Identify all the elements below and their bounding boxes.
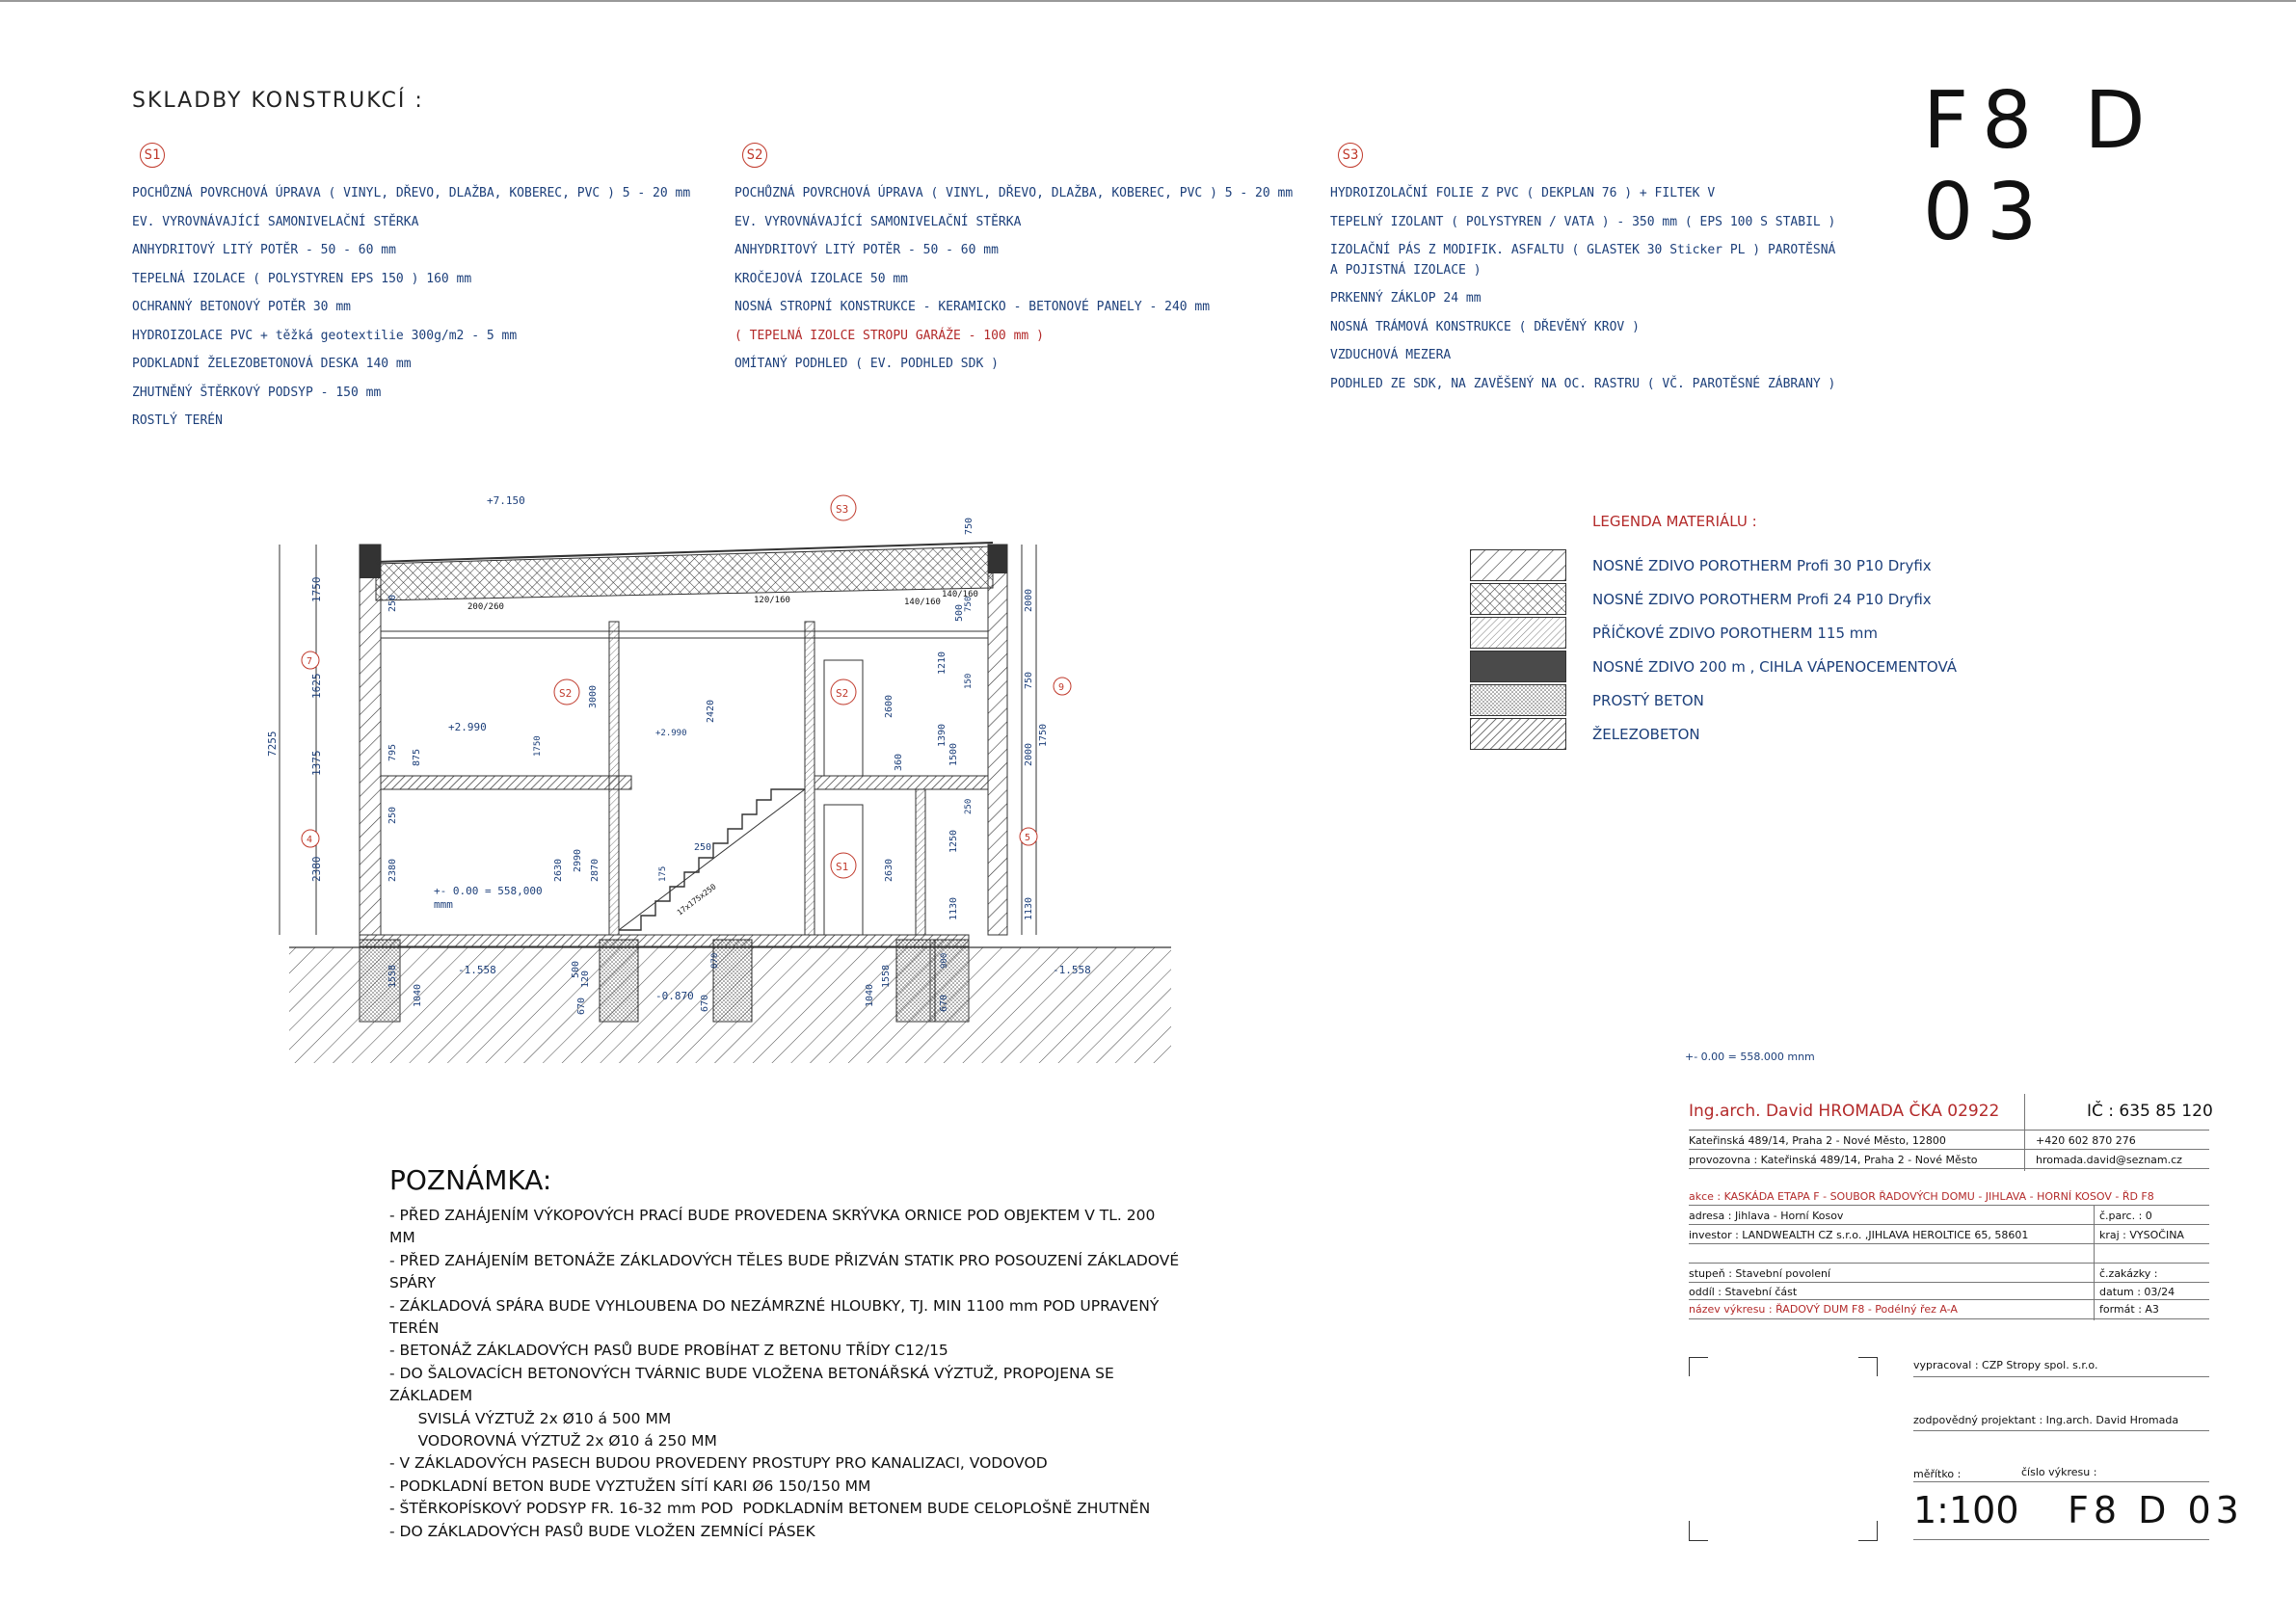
region: kraj : VYSOČINA (2099, 1229, 2184, 1241)
s3-badge: S3 (1338, 143, 1363, 168)
axis-marker: 4 (307, 835, 313, 845)
dimension: 1390 (937, 723, 948, 747)
note-line: SVISLÁ VÝZTUŽ 2x Ø10 á 500 MM (389, 1409, 672, 1427)
dimension: 250 (387, 594, 398, 612)
dimension: 670 (939, 994, 949, 1012)
upper-ceiling (381, 631, 988, 638)
s3-line: PODHLED ZE SDK, NA ZAVĚŠENÝ NA OC. RASTRU ( VČ. PAROTĚSNÉ ZÁBRANY ) (1330, 376, 1836, 391)
dimension: 795 (387, 743, 398, 761)
legend-label: NOSNÉ ZDIVO 200 m , CIHLA VÁPENOCEMENTOVÁ (1592, 658, 1958, 676)
note-title: POZNÁMKA: (389, 1164, 552, 1196)
dimension: 750 (964, 596, 974, 612)
dimension: 2000 (1024, 588, 1034, 612)
s1-line: OCHRANNÝ BETONOVÝ POTĚR 30 mm (132, 300, 351, 314)
legend-swatch-crosshatch (1470, 583, 1566, 615)
phone: +420 602 870 276 (2036, 1134, 2136, 1147)
s2-line: OMÍTANÝ PODHLED ( EV. PODHLED SDK ) (734, 357, 999, 371)
tag-s2: S2 (836, 687, 849, 700)
note-line: - PŘED ZAHÁJENÍM VÝKOPOVÝCH PRACÍ BUDE PROVEDENA SKRÝVKA ORNICE POD OBJEKTEM V TL. 200 MM (389, 1207, 1161, 1247)
elevation-minus: -1.558 (1053, 964, 1091, 976)
stair-soffit (619, 789, 805, 930)
legend-label: PROSTÝ BETON (1592, 692, 1704, 709)
project-action: akce : KASKÁDA ETAPA F - SOUBOR ŘADOVÝCH DOMU - JIHLAVA - HORNÍ KOSOV - ŘD F8 (1689, 1190, 2154, 1203)
dimension: 1040 (413, 983, 423, 1007)
base-slab (360, 935, 969, 946)
section-part: oddíl : Stavební část (1689, 1286, 1798, 1298)
dimension: 250 (387, 806, 398, 824)
compositions-title: SKLADBY KONSTRUKCÍ : (132, 89, 424, 113)
legend-swatch-dense-dots (1470, 684, 1566, 716)
sheet-top-border (0, 0, 2296, 2)
note-line: - DO ZÁKLADOVÝCH PASŮ BUDE VLOŽEN ZEMNÍCÍ PÁSEK (389, 1522, 815, 1540)
legend-title: LEGENDA MATERIÁLU : (1592, 513, 1757, 530)
dimension: 1750 (310, 576, 323, 602)
s3-line: PRKENNÝ ZÁKLOP 24 mm (1330, 291, 1482, 306)
beam-label: 200/260 (467, 602, 504, 612)
beam-label: 140/160 (942, 590, 978, 599)
note-line: - BETONÁŽ ZÁKLADOVÝCH PASŮ BUDE PROBÍHAT Z BETONU TŘÍDY C12/15 (389, 1342, 948, 1360)
legend-swatch-hatch-wide (1470, 549, 1566, 581)
date: datum : 03/24 (2099, 1286, 2176, 1298)
dimension: 1558 (881, 964, 892, 988)
dimension: 1500 (948, 742, 959, 766)
axis-marker: 5 (1025, 833, 1031, 843)
s1-line: TEPELNÁ IZOLACE ( POLYSTYREN EPS 150 ) 160 mm (132, 271, 472, 286)
dimension: 360 (894, 753, 904, 771)
elevation-zero: +- 0.00 = 558,000 (434, 885, 543, 897)
dimension: 500 (571, 960, 581, 978)
dimension: 750 (1024, 671, 1034, 689)
longitudinal-section-drawing (260, 487, 1186, 1065)
format: formát : A3 (2099, 1303, 2159, 1316)
note-line: - ŠTĚRKOPÍSKOVÝ PODSYP FR. 16-32 mm POD PODKLADNÍM BETONEM BUDE CELOPLOŠNĚ ZHUTNĚN (389, 1500, 1151, 1518)
dimension: 1250 (948, 829, 959, 853)
sheet-code: F8 D 03 (1923, 75, 2159, 258)
dimension: 2630 (884, 858, 894, 882)
dimension: 875 (412, 748, 422, 766)
dimension: 120 (580, 970, 591, 988)
drawing-number: F8 D 03 (2068, 1489, 2244, 1531)
dimension: 1375 (310, 750, 323, 776)
legend-swatch-solid-dark (1470, 651, 1566, 682)
composition-s3 (1330, 143, 1870, 398)
left-wall (360, 545, 381, 935)
note-line: TERÉN (389, 1319, 440, 1338)
door (824, 660, 863, 776)
elevation-minus: -1.558 (458, 964, 496, 976)
dimension: 1750 (1038, 723, 1049, 747)
dimension: 900 (940, 952, 949, 969)
roof-structure (376, 546, 993, 600)
right-wall (988, 545, 1007, 935)
investor: investor : LANDWEALTH CZ s.r.o. ,JIHLAVA HEROLTICE 65, 58601 (1689, 1229, 2029, 1241)
foundation-right (930, 940, 969, 1022)
email: hromada.david@seznam.cz (2036, 1154, 2182, 1166)
architect-name: Ing.arch. David HROMADA ČKA 02922 (1689, 1102, 2000, 1121)
dimension: 2420 (706, 699, 716, 723)
note-line: - PODKLADNÍ BETON BUDE VYZTUŽEN SÍTÍ KARI Ø6 150/150 MM (389, 1477, 871, 1495)
dimension: 2000 (1024, 742, 1034, 766)
s2-line: POCHŮZNÁ POVRCHOVÁ ÚPRAVA ( VINYL, DŘEVO, DLAŽBA, KOBEREC, PVC ) 5 - 20 mm (734, 186, 1294, 200)
s3-line: NOSNÁ TRÁMOVÁ KONSTRUKCE ( DŘEVĚNÝ KROV ) (1330, 319, 1640, 334)
note-line: - PŘED ZAHÁJENÍM BETONÁŽE ZÁKLADOVÝCH TĚLES BUDE PŘIZVÁN STATIK PRO POSOUZENÍ ZÁKLADOVÉ (389, 1251, 1180, 1269)
s3-line: IZOLAČNÍ PÁS Z MODIFIK. ASFALTU ( GLASTEK 30 Sticker PL ) PAROTĚSNÁ A POJISTNÁ IZOLACE ) (1330, 243, 1836, 278)
s1-line: PODKLADNÍ ŽELEZOBETONOVÁ DESKA 140 mm (132, 357, 412, 371)
responsible-designer: zodpovědný projektant : Ing.arch. David Hromada (1913, 1414, 2179, 1426)
axis-marker: 9 (1058, 682, 1065, 693)
dimension: 1750 (533, 735, 543, 757)
s1-line: ROSTLÝ TERÉN (132, 413, 223, 428)
note-line: ZÁKLADEM (389, 1387, 473, 1405)
s3-line: VZDUCHOVÁ MEZERA (1330, 348, 1452, 362)
dimension: 2870 (590, 858, 601, 882)
beam-label: 140/160 (904, 598, 941, 607)
interior-wall (609, 622, 619, 935)
project-address: adresa : Jihlava - Horní Kosov (1689, 1210, 1844, 1222)
dimension: 670 (700, 994, 710, 1012)
legend-label: PŘÍČKOVÉ ZDIVO POROTHERM 115 mm (1592, 625, 1879, 642)
beam-label: 120/160 (754, 596, 790, 605)
drawing-number-label: číslo výkresu : (2021, 1466, 2097, 1478)
dimension: 750 (964, 517, 974, 535)
dimension: 870 (710, 952, 720, 969)
dimension: 150 (964, 673, 974, 689)
dimension: 2380 (387, 858, 398, 882)
order-number: č.zakázky : (2099, 1267, 2158, 1280)
legend-label: NOSNÉ ZDIVO POROTHERM Profi 24 P10 Dryfix (1592, 591, 1932, 608)
scale-value: 1:100 (1913, 1489, 2019, 1531)
note-line: - DO ŠALOVACÍCH BETONOVÝCH TVÁRNIC BUDE VLOŽENA BETONÁŘSKÁ VÝZTUŽ, PROPOJENA SE (389, 1364, 1114, 1382)
zero-reference: +- 0.00 = 558.000 mnm (1685, 1051, 1815, 1063)
stage: stupeň : Stavební povolení (1689, 1267, 1831, 1280)
dimension: 1040 (865, 983, 875, 1007)
elevation-floor-small: +2.990 (655, 729, 687, 738)
floor-slab-right (814, 776, 988, 789)
dimension: 3000 (588, 684, 599, 708)
dimension: 1625 (310, 673, 323, 699)
note-body (389, 1205, 1180, 1543)
dimension: 1210 (937, 651, 948, 675)
legend-label: NOSNÉ ZDIVO POROTHERM Profi 30 P10 Dryfix (1592, 557, 1932, 574)
elevation-zero-unit: mmm (434, 898, 453, 911)
tag-s1: S1 (836, 861, 849, 873)
s3-line: HYDROIZOLAČNÍ FOLIE Z PVC ( DEKPLAN 76 ) + FILTEK V (1330, 186, 1716, 200)
s1-line: ZHUTNĚNÝ ŠTĚRKOVÝ PODSYP - 150 mm (132, 385, 382, 400)
dimension: 1558 (387, 964, 398, 988)
foundation-stair (713, 940, 752, 1022)
ic-number: IČ : 635 85 120 (2087, 1102, 2213, 1121)
interior-wall (805, 622, 814, 935)
s1-badge: S1 (140, 143, 165, 168)
dimension: 2380 (310, 856, 323, 882)
legend-swatch-hatch-dense (1470, 718, 1566, 750)
s2-line: EV. VYROVNÁVAJÍCÍ SAMONIVELAČNÍ STĚRKA (734, 214, 1022, 229)
s1-line: ANHYDRITOVÝ LITÝ POTĚR - 50 - 60 mm (132, 243, 396, 257)
prepared-by: vypracoval : CZP Stropy spol. s.r.o. (1913, 1359, 2098, 1371)
dimension: 250 (694, 842, 712, 853)
s2-line: NOSNÁ STROPNÍ KONSTRUKCE - KERAMICKO - BETONOVÉ PANELY - 240 mm (734, 300, 1211, 314)
legend-swatch-hatch-fine (1470, 617, 1566, 649)
dimension: 2630 (553, 858, 564, 882)
s2-red-line: ( TEPELNÁ IZOLCE STROPU GARÁŽE - 100 mm ) (734, 328, 1044, 343)
composition-s1 (132, 143, 710, 436)
dimension: 2990 (573, 848, 583, 872)
dimension: 1130 (1024, 896, 1034, 920)
tag-s3: S3 (836, 503, 849, 516)
composition-s2 (734, 143, 1313, 379)
elevation-minus: -0.870 (655, 990, 694, 1002)
dimension: 1130 (948, 896, 959, 920)
office-address: provozovna : Kateřinská 489/14, Praha 2 - Nové Město (1689, 1154, 1978, 1166)
note-line: VODOROVNÁ VÝZTUŽ 2x Ø10 á 250 MM (389, 1432, 717, 1450)
dimension: 670 (576, 997, 587, 1015)
drawing-name: název výkresu : ŘADOVÝ DUM F8 - Podélný řez A-A (1689, 1303, 1958, 1316)
parcel: č.parc. : 0 (2099, 1210, 2152, 1222)
dimension: 2600 (884, 694, 894, 718)
elevation-floor: +2.990 (448, 721, 487, 733)
note-line: - ZÁKLADOVÁ SPÁRA BUDE VYHLOUBENA DO NEZÁMRZNÉ HLOUBKY, TJ. MIN 1100 mm POD UPRAVENÝ (389, 1296, 1160, 1315)
scale-label: měřítko : (1913, 1468, 1962, 1480)
note-line: - V ZÁKLADOVÝCH PASECH BUDOU PROVEDENY PROSTUPY PRO KANALIZACI, VODOVOD (389, 1454, 1048, 1473)
dimension-total: 7255 (266, 731, 279, 757)
tag-s2: S2 (559, 687, 573, 700)
s1-line: POCHŮZNÁ POVRCHOVÁ ÚPRAVA ( VINYL, DŘEVO, DLAŽBA, KOBEREC, PVC ) 5 - 20 mm (132, 186, 691, 200)
note-line: SPÁRY (389, 1274, 437, 1292)
dimension: 250 (964, 798, 974, 814)
axis-marker: 7 (307, 656, 313, 667)
s2-line: KROČEJOVÁ IZOLACE 50 mm (734, 271, 909, 286)
stair-label: 17x175x250 (675, 882, 718, 918)
dimension: 175 (658, 865, 668, 882)
floor-slab-left (381, 776, 631, 789)
foundation-mid (600, 940, 638, 1022)
s1-line: EV. VYROVNÁVAJÍCÍ SAMONIVELAČNÍ STĚRKA (132, 214, 419, 229)
s1-line: HYDROIZOLACE PVC + těžká geotextilie 300g/m2 - 5 mm (132, 328, 518, 343)
elevation-top: +7.150 (487, 494, 525, 507)
dimension: 500 (954, 603, 965, 622)
s2-line: ANHYDRITOVÝ LITÝ POTĚR - 50 - 60 mm (734, 243, 999, 257)
foundation-right-a (896, 940, 935, 1022)
s3-line: TEPELNÝ IZOLANT ( POLYSTYREN / VATA ) - 350 mm ( EPS 100 S STABIL ) (1330, 214, 1836, 229)
architect-address: Kateřinská 489/14, Praha 2 - Nové Město, 12800 (1689, 1134, 1946, 1147)
legend-label: ŽELEZOBETON (1592, 726, 1700, 743)
interior-wall (916, 789, 925, 935)
s2-badge: S2 (742, 143, 767, 168)
